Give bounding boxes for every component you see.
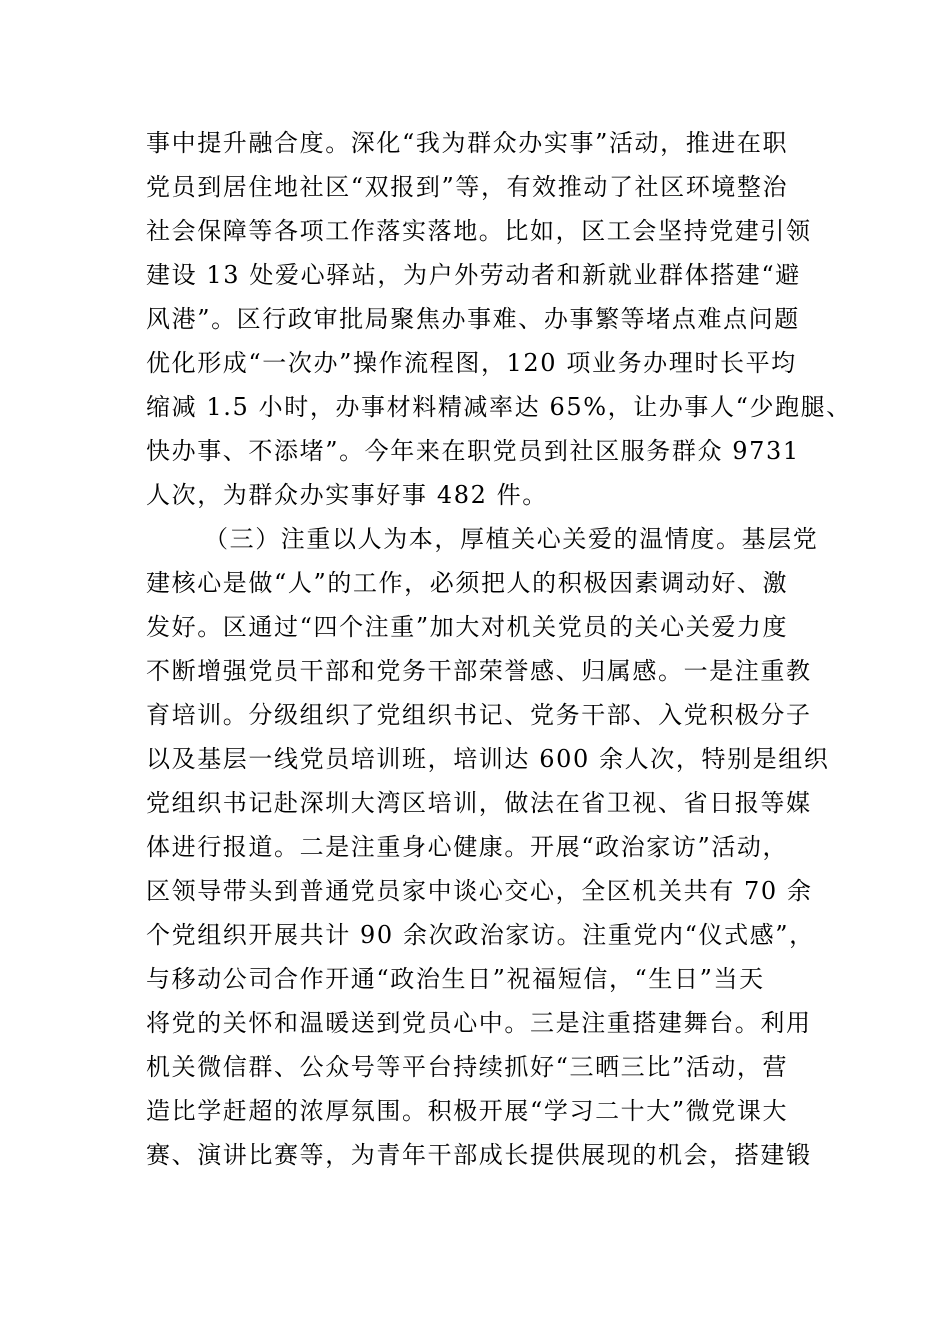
text-line: 体进行报道。二是注重身心健康。开展“政治家访”活动， [146,833,789,861]
body-text [146,121,852,1177]
text-line: 育培训。分级组织了党组织书记、党务干部、入党积极分子 [146,701,812,729]
text-line: 将党的关怀和温暖送到党员心中。三是注重搭建舞台。利用 [146,1009,812,1037]
text-line: 个党组织开展共计 90 余次政治家访。注重党内“仪式感”， [146,921,815,949]
text-line: 不断增强党员干部和党务干部荣誉感、归属感。一是注重教 [146,657,812,685]
text-line: 党组织书记赴深圳大湾区培训，做法在省卫视、省日报等媒 [146,789,812,817]
text-line: 赛、演讲比赛等，为青年干部成长提供展现的机会，搭建锻 [146,1141,812,1169]
text-line: 党员到居住地社区“双报到”等，有效推动了社区环境整治 [146,173,789,201]
text-line: 社会保障等各项工作落实落地。比如，区工会坚持党建引领 [146,217,812,245]
text-line: 风港”。区行政审批局聚焦办事难、办事繁等堵点难点问题 [146,305,800,333]
text-line: 缩减 1.5 小时，办事材料精减率达 65%，让办事人“少跑腿、 [146,393,852,421]
section-heading-line: （三）注重以人为本，厚植关心关爱的温情度。基层党 [204,525,819,553]
text-line: 以及基层一线党员培训班，培训达 600 余人次，特别是组织 [146,745,830,773]
text-line: 建核心是做“人”的工作，必须把人的积极因素调动好、激 [146,569,789,597]
text-line: 快办事、不添堵”。今年来在职党员到社区服务群众 9731 [146,437,800,465]
text-line: 事中提升融合度。深化“我为群众办实事”活动，推进在职 [146,129,789,157]
text-line: 造比学赶超的浓厚氛围。积极开展“学习二十大”微党课大 [146,1097,789,1125]
text-line: 发好。区通过“四个注重”加大对机关党员的关心关爱力度 [146,613,789,641]
text-line: 建设 13 处爱心驿站，为户外劳动者和新就业群体搭建“避 [146,261,801,289]
text-line: 人次，为群众办实事好事 482 件。 [146,481,548,509]
text-line: 机关微信群、公众号等平台持续抓好“三晒三比”活动，营 [146,1053,789,1081]
text-line: 优化形成“一次办”操作流程图，120 项业务办理时长平均 [146,349,797,377]
text-line: 区领导带头到普通党员家中谈心交心，全区机关共有 70 余 [146,877,813,905]
text-line: 与移动公司合作开通“政治生日”祝福短信，“生日”当天 [146,965,765,993]
